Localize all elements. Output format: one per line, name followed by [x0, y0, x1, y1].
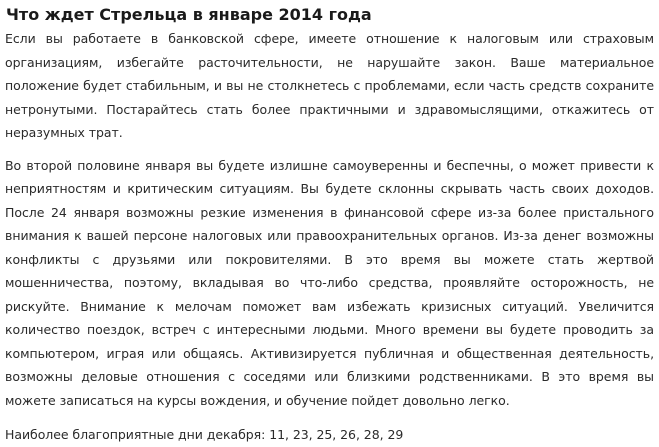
article-paragraph-2: Во второй половине января вы будете излишне самоуверенны и беспечны, о может привести к неприятностям и критическим ситуациям. Вы будете склонны скрывать часть своих доходов. После 24 января возможны резкие изменения в финансовой сфере из-за более пристального внимания к вашей персоне налоговых или правоохранительных органов. Из-за денег возможны конфликты с друзьями или покровителями. В это время вы можете стать жертвой мошенничества, поэтому, вкладывая во что-либо средства, проявляйте осторожность, не рискуйте. Внимание к мелочам поможет вам избежать кризисных ситуаций. Увеличится количество поездок, встреч с интересными людьми. Много времени вы будете проводить за компьютером, играя или общаясь. Активизируется публичная и общественная деятельность, возможны деловые отношения с соседями или близкими родственниками. В это время вы можете записаться на курсы вождения, и обучение пойдет довольно легко.: [5, 157, 654, 408]
article-paragraph-1: Если вы работаете в банковской сфере, имеете отношение к налоговым или страховым организациям, избегайте расточительности, не нарушайте закон. Ваше материальное положение будет стабильным, и вы не столкнетесь с проблемами, если часть средств сохраните нетронутыми. Постарайтесь стать более практичными и здравомыслящими, откажитесь от неразумных трат.: [5, 31, 654, 140]
favorable-days: Наиболее благоприятные дни декабря: 11, 23, 25, 26, 28, 29: [5, 427, 404, 442]
article-title: Что ждет Стрельца в январе 2014 года: [6, 5, 372, 24]
